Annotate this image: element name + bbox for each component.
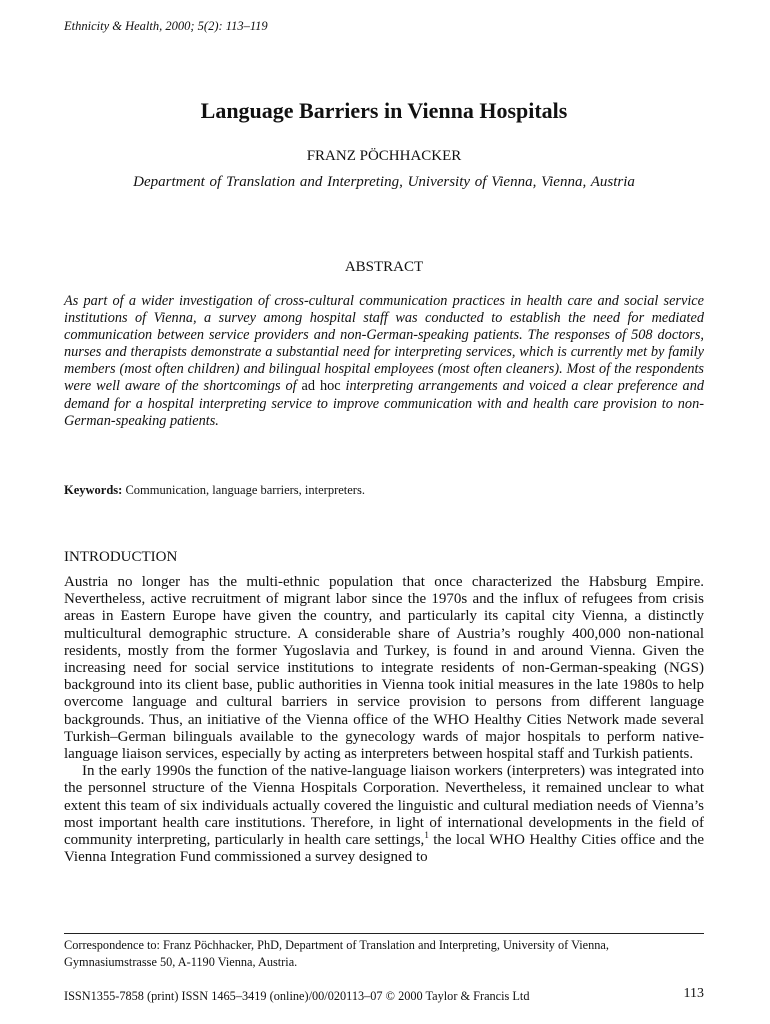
abstract-adhoc: ad hoc [301,378,341,395]
abstract-heading: ABSTRACT [344,259,424,275]
abstract-text-part2: interpreting arrangements and voiced a clear preference and demand for a hospital interpreting service to improve communication with and health care provision to non-German-speaking patients. [64,378,705,429]
issn-line: ISSN1355-7858 (print) ISSN 1465–3419 (online)/00/020113–07 © 2000 Taylor & Francis Ltd [64,989,530,1003]
introduction-paragraph-2 [64,763,704,866]
introduction-heading: INTRODUCTION [64,549,178,565]
paragraph-2-text-part2: the local WHO Healthy Cities office and the Vienna Integration Fund commissioned a survey designed to [64,832,705,866]
footnote-reference: 1 [424,830,429,841]
introduction-body [64,574,704,866]
journal-citation: Ethnicity & Health, 2000; 5(2): 113–119 [64,19,268,33]
paper-page [64,0,704,1024]
abstract-text-part1: As part of a wider investigation of cross-cultural communication practices in health care and social service institutions of Vienna, a survey among hospital staff was conducted to establish the need for mediated communication between service providers and non-German-speaking patients. The responses of 508 doctors, nurses and therapists demonstrate a substantial need for interpreting services, which is currently met by family members (most often children) and bilingual hospital employees (most often cleaners). Most of the respondents were well aware of the shortcomings of [64,293,704,395]
paragraph-2-text-part1: In the early 1990s the function of the native-language liaison workers (interpreters) was integrated into the personnel structure of the Vienna Hospitals Corporation. Nevertheless, it remained unclear to what extent this team of six individuals actually covered the linguistic and cultural mediation needs of Vienna’s most important health care institutions. Therefore, in light of international developments in the field of community interpreting, particularly in health care settings, [64,763,704,849]
footnote-divider [64,933,704,934]
page-number: 113 [683,986,704,1001]
keywords-text: Communication, language barriers, interpreters. [125,483,365,497]
introduction-paragraph-1: Austria no longer has the multi-ethnic population that once characterized the Habsburg Empire. Nevertheless, active recruitment of migrant labor since the 1970s and the influx of refugees from crisis areas in Eastern Europe have given the country, and particularly its capital city Vienna, a distinctly multicultural demographic structure. A considerable share of Austria’s roughly 400,000 non-national residents, mostly from the former Yugoslavia and Turkey, is found in and around Vienna. Given the increasing need for social service institutions to integrate residents of non-German-speaking (NGS) background into its client base, public authorities in Vienna took initial measures in the late 1980s to help overcome language and cultural barriers in service provision to persons from different language backgrounds. Thus, an initiative of the Vienna office of the WHO Healthy Cities Network made several Turkish–German bilinguals available to the gynecology wards of major hospitals to perform native-language liaison services, especially by acting as interpreters between hospital staff and Turkish patients. [64,574,704,763]
correspondence-note: Correspondence to: Franz Pöchhacker, PhD, Department of Translation and Interpreting, University of Vienna, Gymnasiumstrasse 50, A-1190 Vienna, Austria. [64,938,609,969]
author-affiliation: Department of Translation and Interpreting, University of Vienna, Vienna, Austria [133,174,635,190]
abstract-body [64,293,704,430]
keywords-label: Keywords: [64,483,123,497]
keywords [64,483,704,498]
author-name: FRANZ PÖCHHACKER [306,148,462,164]
article-title: Language Barriers in Vienna Hospitals [200,98,568,123]
